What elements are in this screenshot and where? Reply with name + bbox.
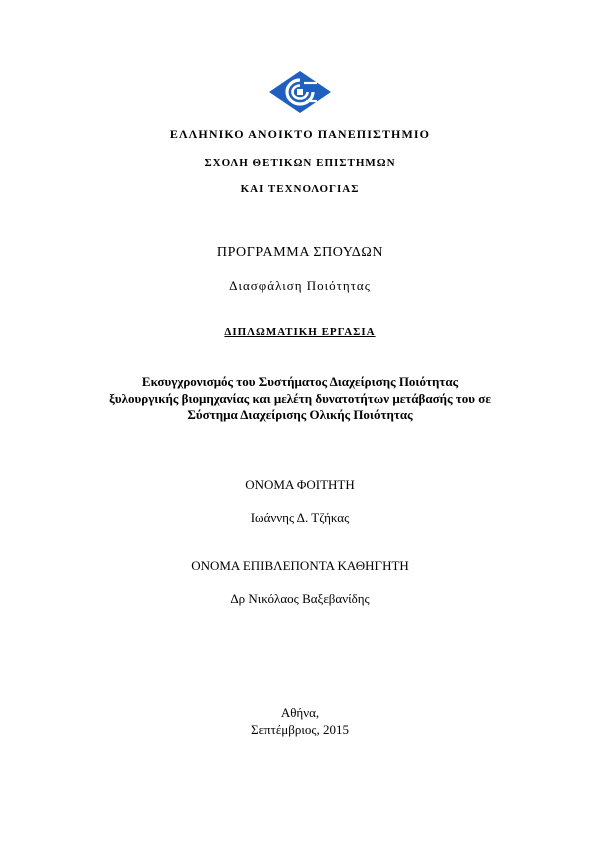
student-name: Ιωάννης Δ. Τζήκας bbox=[250, 510, 350, 525]
date: Σεπτέμβριος, 2015 bbox=[251, 722, 349, 737]
supervisor-label: ΟΝΟΜΑ ΕΠΙΒΛΕΠΟΝΤΑ ΚΑΘΗΓΗΤΗ bbox=[191, 558, 409, 573]
school-name-line-1: ΣΧΟΛΗ ΘΕΤΙΚΩΝ ΕΠΙΣΤΗΜΩΝ bbox=[204, 157, 396, 169]
program-name: Διασφάλιση Ποιότητας bbox=[229, 278, 371, 293]
university-logo-icon bbox=[268, 70, 332, 114]
place: Αθήνα, bbox=[280, 705, 320, 720]
supervisor-name: Δρ Νικόλαος Βαξεβανίδης bbox=[230, 591, 370, 606]
program-label: ΠΡΟΓΡΑΜΜΑ ΣΠΟΥΔΩΝ bbox=[216, 245, 384, 260]
thesis-title-line-2: ξυλουργικής βιομηχανίας και μελέτη δυνατοτήτων μετάβασής του σε bbox=[109, 391, 491, 406]
school-name-line-2: ΚΑΙ ΤΕΧΝΟΛΟΓΙΑΣ bbox=[240, 183, 360, 195]
thesis-type: ΔΙΠΛΩΜΑΤΙΚΗ ΕΡΓΑΣΙΑ bbox=[224, 326, 376, 338]
thesis-title-line-3: Σύστημα Διαχείρισης Ολικής Ποιότητας bbox=[187, 407, 413, 422]
thesis-title-line-1: Εκσυγχρονισμός του Συστήματος Διαχείρισης Ποιότητας bbox=[141, 374, 459, 389]
university-name: ΕΛΛΗΝΙΚΟ ΑΝΟΙΚΤΟ ΠΑΝΕΠΙΣΤΗΜΙΟ bbox=[169, 127, 431, 141]
student-label: ΟΝΟΜΑ ΦΟΙΤΗΤΗ bbox=[245, 477, 355, 492]
